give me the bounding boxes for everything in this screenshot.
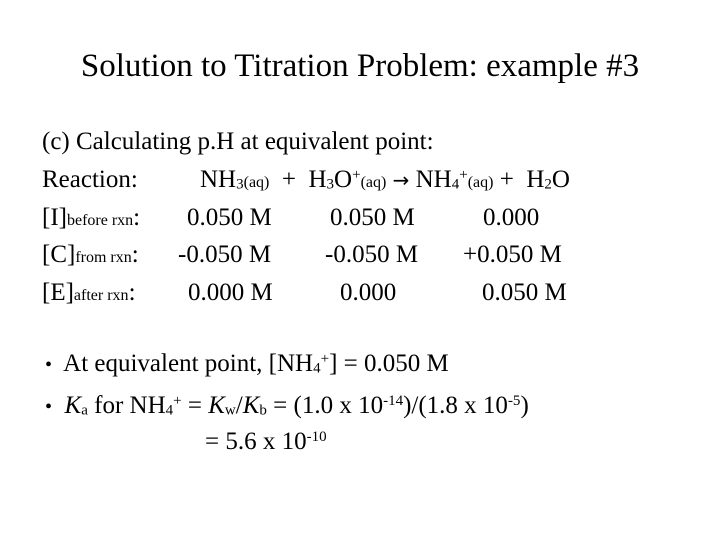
- bullet-icon: •: [45, 354, 53, 376]
- intro-text: (c) Calculating p.H at equivalent point:: [42, 128, 434, 155]
- bullet-icon: •: [45, 396, 53, 418]
- ice-change-v2: -0.050 M: [325, 241, 419, 268]
- reaction-arrow-icon: →: [392, 168, 410, 192]
- bullet-item-ka-calculation: • Ka for NH4+ = Kw/Kb = (1.0 x $10^{-14})/(1.8$ x $10^{-5}$): [45, 392, 529, 419]
- product-ammonium: NH4+(aq): [415, 166, 494, 193]
- ice-initial-v3: 0.000: [483, 204, 540, 231]
- product-water: H2O: [526, 166, 570, 193]
- ka-result: = 5.6 x $10^{-10}$: [205, 428, 327, 455]
- plus-sign: +: [281, 166, 296, 193]
- reactant-ammonia: NH3(aq): [200, 166, 270, 193]
- ice-equilibrium-v2: 0.000: [340, 279, 397, 306]
- plus-sign: +: [499, 166, 514, 193]
- ice-equilibrium-v3: 0.050 M: [482, 279, 567, 306]
- ice-change-label: [C]from rxn:: [42, 241, 139, 268]
- ice-initial-v2: 0.050 M: [330, 204, 415, 231]
- reaction-label: Reaction:: [42, 166, 138, 193]
- slide-title: Solution to Titration Problem: example #3: [80, 48, 640, 84]
- ice-equilibrium-v1: 0.000 M: [188, 279, 273, 306]
- ice-change-v1: -0.050 M: [178, 241, 272, 268]
- ice-change-v3: +0.050 M: [463, 241, 562, 268]
- ice-equilibrium-label: [E]after rxn:: [42, 279, 136, 306]
- ice-initial-v1: 0.050 M: [187, 204, 272, 231]
- bullet-item-equivalent-concentration: • At equivalent point, [NH4+] = 0.050 M: [45, 350, 449, 377]
- reaction-equation: [200, 166, 570, 194]
- ice-initial-label: [I]before rxn:: [42, 204, 141, 231]
- reactant-hydronium: H3O+(aq): [308, 166, 387, 193]
